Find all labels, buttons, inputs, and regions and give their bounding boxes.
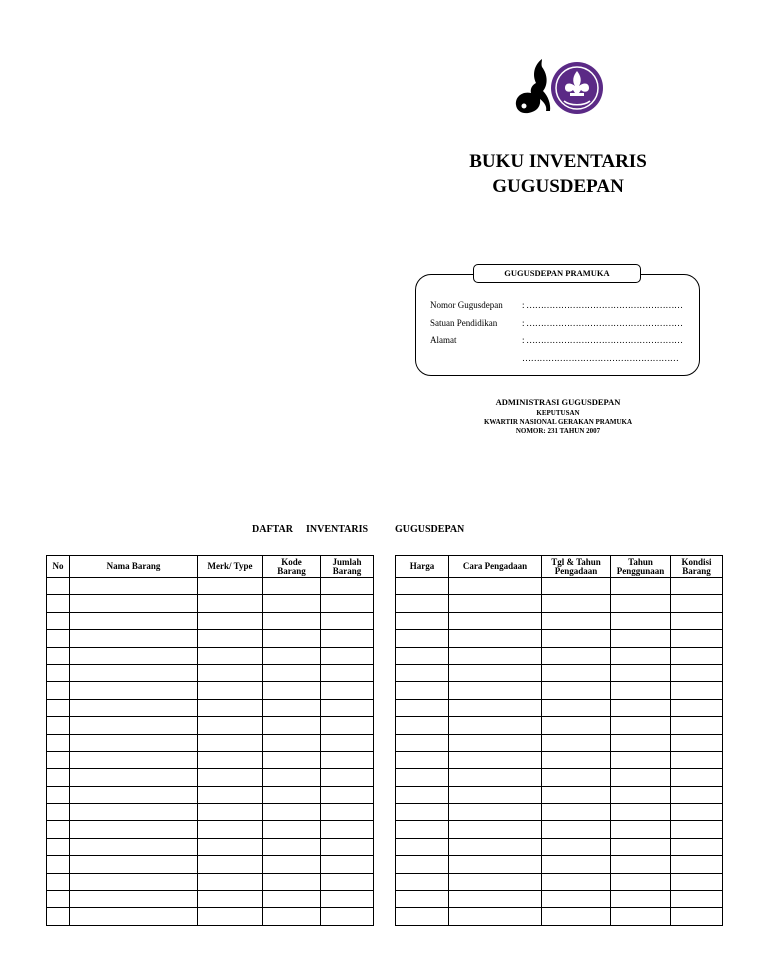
table-cell[interactable]: [47, 891, 70, 908]
table-cell[interactable]: [198, 578, 263, 595]
table-cell[interactable]: [70, 751, 198, 768]
table-cell[interactable]: [542, 630, 611, 647]
table-cell[interactable]: [321, 891, 374, 908]
table-cell[interactable]: [396, 873, 449, 890]
table-cell[interactable]: [449, 717, 542, 734]
table-cell[interactable]: [321, 873, 374, 890]
table-cell[interactable]: [198, 612, 263, 629]
table-row: [396, 682, 723, 699]
table-cell[interactable]: [542, 612, 611, 629]
table-cell[interactable]: [542, 821, 611, 838]
table-cell[interactable]: [198, 786, 263, 803]
table-cell[interactable]: [396, 734, 449, 751]
table-row: [47, 734, 374, 751]
table-cell[interactable]: [542, 717, 611, 734]
table-cell[interactable]: [263, 786, 321, 803]
table-cell[interactable]: [263, 595, 321, 612]
table-cell[interactable]: [70, 908, 198, 925]
table-cell[interactable]: [542, 856, 611, 873]
table-cell[interactable]: [542, 873, 611, 890]
table-row: [47, 717, 374, 734]
table-cell[interactable]: [263, 769, 321, 786]
table-cell[interactable]: [396, 647, 449, 664]
table-cell[interactable]: [396, 717, 449, 734]
table-cell[interactable]: [449, 630, 542, 647]
table-cell[interactable]: [449, 873, 542, 890]
table-cell[interactable]: [263, 578, 321, 595]
admin-line-1: ADMINISTRASI GUGUSDEPAN: [495, 397, 621, 407]
table-cell[interactable]: [449, 838, 542, 855]
table-cell[interactable]: [321, 838, 374, 855]
table-cell[interactable]: [70, 734, 198, 751]
table-cell[interactable]: [263, 804, 321, 821]
table-cell[interactable]: [396, 856, 449, 873]
table-row: [396, 734, 723, 751]
table-cell[interactable]: [396, 664, 449, 681]
table-cell[interactable]: [321, 717, 374, 734]
table-cell[interactable]: [70, 595, 198, 612]
table-cell[interactable]: [263, 612, 321, 629]
table-cell[interactable]: [198, 821, 263, 838]
table-row: [396, 838, 723, 855]
table-cell[interactable]: [47, 838, 70, 855]
table-row: [47, 682, 374, 699]
table-cell[interactable]: [611, 578, 671, 595]
table-row: [396, 647, 723, 664]
table-row: [396, 891, 723, 908]
table-cell[interactable]: [611, 647, 671, 664]
table-cell[interactable]: [70, 891, 198, 908]
table-cell[interactable]: [47, 578, 70, 595]
table-cell[interactable]: [47, 856, 70, 873]
table-row: [47, 821, 374, 838]
table-cell[interactable]: [396, 786, 449, 803]
table-row: [47, 595, 374, 612]
table-cell[interactable]: [611, 664, 671, 681]
table-cell[interactable]: [321, 595, 374, 612]
table-row: [396, 612, 723, 629]
document-title-line1: BUKU INVENTARIS: [469, 151, 647, 172]
table-cell[interactable]: [47, 751, 70, 768]
admin-line-2: KEPUTUSAN: [536, 409, 580, 417]
table-row: [396, 717, 723, 734]
table-cell[interactable]: [671, 682, 723, 699]
table-cell[interactable]: [321, 751, 374, 768]
table-cell[interactable]: [611, 891, 671, 908]
table-cell[interactable]: [263, 856, 321, 873]
table-cell[interactable]: [321, 682, 374, 699]
table-cell[interactable]: [671, 699, 723, 716]
table-cell[interactable]: [70, 717, 198, 734]
table-cell[interactable]: [198, 664, 263, 681]
admin-line-3: KWARTIR NASIONAL GERAKAN PRAMUKA: [483, 418, 633, 426]
table-cell[interactable]: [70, 664, 198, 681]
table-cell[interactable]: [70, 786, 198, 803]
table-row: [396, 856, 723, 873]
table-cell[interactable]: [542, 595, 611, 612]
table-cell[interactable]: [542, 734, 611, 751]
table-cell[interactable]: [321, 578, 374, 595]
table-row: [47, 769, 374, 786]
table-cell[interactable]: [396, 804, 449, 821]
table-cell[interactable]: [263, 717, 321, 734]
admin-line-4: NOMOR: 231 TAHUN 2007: [515, 427, 601, 435]
table-cell[interactable]: [671, 908, 723, 925]
table-row: [47, 751, 374, 768]
table-cell[interactable]: [70, 612, 198, 629]
table-cell[interactable]: [70, 769, 198, 786]
table-cell[interactable]: [542, 804, 611, 821]
table-cell[interactable]: [542, 699, 611, 716]
table-cell[interactable]: [396, 751, 449, 768]
table-cell[interactable]: [263, 838, 321, 855]
table-cell[interactable]: [70, 682, 198, 699]
table-cell[interactable]: [396, 595, 449, 612]
table-cell[interactable]: [263, 873, 321, 890]
table-cell[interactable]: [449, 856, 542, 873]
table-cell[interactable]: [611, 856, 671, 873]
table-cell[interactable]: [321, 769, 374, 786]
table-cell[interactable]: [321, 908, 374, 925]
table-cell[interactable]: [611, 717, 671, 734]
table-cell[interactable]: [671, 838, 723, 855]
table-row: [47, 908, 374, 925]
table-cell[interactable]: [611, 699, 671, 716]
table-row: [47, 804, 374, 821]
table-cell[interactable]: [70, 838, 198, 855]
table-cell[interactable]: [671, 891, 723, 908]
table-cell[interactable]: [47, 804, 70, 821]
field-value-nomor-gugusdepan: : ………………………………………………: [522, 300, 683, 310]
header-tahun-penggunaan: Tahun Penggunaan: [611, 556, 671, 578]
table-cell[interactable]: [47, 699, 70, 716]
table-cell[interactable]: [542, 838, 611, 855]
table-cell[interactable]: [396, 682, 449, 699]
table-cell[interactable]: [47, 769, 70, 786]
table-row: [47, 612, 374, 629]
table-cell[interactable]: [198, 717, 263, 734]
field-value-satuan-pendidikan: : ………………………………………………: [522, 318, 683, 328]
table-cell[interactable]: [611, 873, 671, 890]
table-cell[interactable]: [198, 682, 263, 699]
table-cell[interactable]: [321, 664, 374, 681]
header-kode-barang: Kode Barang: [263, 556, 321, 578]
table-cell[interactable]: [321, 821, 374, 838]
table-cell[interactable]: [449, 891, 542, 908]
table-cell[interactable]: [449, 786, 542, 803]
table-cell[interactable]: [47, 647, 70, 664]
table-cell[interactable]: [542, 769, 611, 786]
table-cell[interactable]: [449, 821, 542, 838]
table-cell[interactable]: [542, 786, 611, 803]
table-cell[interactable]: [542, 891, 611, 908]
table-row: [396, 578, 723, 595]
table-cell[interactable]: [198, 856, 263, 873]
table-row: [396, 908, 723, 925]
table-cell[interactable]: [198, 647, 263, 664]
table-cell[interactable]: [198, 630, 263, 647]
table-cell[interactable]: [671, 821, 723, 838]
table-cell[interactable]: [449, 699, 542, 716]
table-cell[interactable]: [671, 856, 723, 873]
table-cell[interactable]: [542, 751, 611, 768]
table-cell[interactable]: [70, 804, 198, 821]
table-cell[interactable]: [542, 682, 611, 699]
table-cell[interactable]: [321, 647, 374, 664]
field-label-nomor-gugusdepan: Nomor Gugusdepan: [430, 300, 503, 310]
header-kondisi-barang: Kondisi Barang: [671, 556, 723, 578]
table-cell[interactable]: [70, 856, 198, 873]
table-cell[interactable]: [263, 891, 321, 908]
table-row: [47, 786, 374, 803]
table-row: [396, 664, 723, 681]
table-cell[interactable]: [263, 821, 321, 838]
table-row: [396, 630, 723, 647]
header-merk-type: Merk/ Type: [198, 556, 263, 578]
table-cell[interactable]: [611, 908, 671, 925]
table-cell[interactable]: [671, 769, 723, 786]
table-header-row: [396, 556, 723, 578]
identity-box-header: GUGUSDEPAN PRAMUKA: [473, 264, 641, 283]
table-cell[interactable]: [449, 734, 542, 751]
table-header-row: [47, 556, 374, 578]
table-cell[interactable]: [321, 856, 374, 873]
table-cell[interactable]: [449, 612, 542, 629]
table-cell[interactable]: [198, 769, 263, 786]
table-cell[interactable]: [263, 664, 321, 681]
table-cell[interactable]: [671, 734, 723, 751]
table-cell[interactable]: [671, 786, 723, 803]
field-label-satuan-pendidikan: Satuan Pendidikan: [430, 318, 498, 328]
table-cell[interactable]: [70, 873, 198, 890]
table-row: [396, 873, 723, 890]
table-cell[interactable]: [542, 664, 611, 681]
table-row: [47, 664, 374, 681]
table-cell[interactable]: [396, 699, 449, 716]
table-cell[interactable]: [47, 734, 70, 751]
table-cell[interactable]: [671, 647, 723, 664]
table-cell[interactable]: [611, 769, 671, 786]
table-cell[interactable]: [321, 630, 374, 647]
table-cell[interactable]: [321, 699, 374, 716]
table-row: [47, 873, 374, 890]
table-cell[interactable]: [47, 595, 70, 612]
logos: [512, 55, 612, 117]
field-label-alamat: Alamat: [430, 335, 457, 345]
table-cell[interactable]: [542, 908, 611, 925]
table-cell[interactable]: [449, 908, 542, 925]
table-cell[interactable]: [396, 769, 449, 786]
table-cell[interactable]: [611, 804, 671, 821]
table-row: [47, 647, 374, 664]
table-row: [47, 856, 374, 873]
table-cell[interactable]: [198, 804, 263, 821]
table-cell[interactable]: [198, 908, 263, 925]
table-cell[interactable]: [449, 647, 542, 664]
header-no: No: [47, 556, 70, 578]
table-cell[interactable]: [611, 595, 671, 612]
table-row: [396, 786, 723, 803]
table-cell[interactable]: [198, 699, 263, 716]
table-cell[interactable]: [611, 734, 671, 751]
table-cell[interactable]: [671, 664, 723, 681]
table-cell[interactable]: [47, 717, 70, 734]
header-jumlah-barang: Jumlah Barang: [321, 556, 374, 578]
table-cell[interactable]: [396, 612, 449, 629]
table-cell[interactable]: [449, 578, 542, 595]
table-row: [47, 891, 374, 908]
world-scout-fleur-de-lis-icon: [551, 62, 603, 114]
table-cell[interactable]: [198, 734, 263, 751]
table-row: [396, 821, 723, 838]
table-cell[interactable]: [263, 908, 321, 925]
table-cell[interactable]: [611, 630, 671, 647]
table-cell[interactable]: [611, 751, 671, 768]
table-cell[interactable]: [198, 751, 263, 768]
table-row: [396, 769, 723, 786]
table-row: [47, 838, 374, 855]
table-cell[interactable]: [396, 838, 449, 855]
table-cell[interactable]: [321, 804, 374, 821]
table-cell[interactable]: [263, 699, 321, 716]
table-cell[interactable]: [70, 647, 198, 664]
table-cell[interactable]: [449, 664, 542, 681]
document-title-line2: GUGUSDEPAN: [492, 176, 624, 197]
table-row: [396, 595, 723, 612]
table-cell[interactable]: [47, 821, 70, 838]
table-cell[interactable]: [671, 578, 723, 595]
table-cell[interactable]: [671, 804, 723, 821]
table-cell[interactable]: [449, 595, 542, 612]
field-value-alamat-continued: ………………………………………………: [522, 353, 679, 363]
table-cell[interactable]: [542, 578, 611, 595]
table-cell[interactable]: [396, 630, 449, 647]
table-cell[interactable]: [321, 734, 374, 751]
table-cell[interactable]: [321, 612, 374, 629]
header-nama-barang: Nama Barang: [70, 556, 198, 578]
table-cell[interactable]: [611, 838, 671, 855]
tunas-kelapa-icon: [516, 59, 550, 113]
table-cell[interactable]: [671, 717, 723, 734]
table-row: [47, 578, 374, 595]
table-cell[interactable]: [542, 647, 611, 664]
table-cell[interactable]: [396, 908, 449, 925]
table-cell[interactable]: [611, 682, 671, 699]
inventory-table-right: [395, 555, 723, 926]
table-row: [47, 630, 374, 647]
table-cell[interactable]: [70, 699, 198, 716]
field-value-alamat: : ………………………………………………: [522, 335, 683, 345]
table-cell[interactable]: [611, 786, 671, 803]
table-cell[interactable]: [671, 873, 723, 890]
table-cell[interactable]: [321, 786, 374, 803]
table-cell[interactable]: [671, 595, 723, 612]
list-title-word-3: GUGUSDEPAN: [395, 524, 465, 535]
table-cell[interactable]: [449, 682, 542, 699]
table-cell[interactable]: [449, 769, 542, 786]
table-cell[interactable]: [47, 612, 70, 629]
table-cell[interactable]: [263, 751, 321, 768]
table-cell[interactable]: [198, 595, 263, 612]
header-cara-pengadaan: Cara Pengadaan: [449, 556, 542, 578]
table-cell[interactable]: [47, 873, 70, 890]
table-cell[interactable]: [198, 891, 263, 908]
table-cell[interactable]: [611, 612, 671, 629]
table-cell[interactable]: [263, 734, 321, 751]
table-cell[interactable]: [396, 578, 449, 595]
table-cell[interactable]: [396, 891, 449, 908]
table-cell[interactable]: [47, 682, 70, 699]
list-title-word-2: INVENTARIS: [306, 524, 369, 535]
table-cell[interactable]: [671, 751, 723, 768]
header-harga: Harga: [396, 556, 449, 578]
table-cell[interactable]: [47, 630, 70, 647]
table-cell[interactable]: [47, 664, 70, 681]
table-cell[interactable]: [671, 612, 723, 629]
table-cell[interactable]: [47, 908, 70, 925]
table-cell[interactable]: [70, 630, 198, 647]
table-cell[interactable]: [198, 838, 263, 855]
table-row: [396, 699, 723, 716]
table-cell[interactable]: [449, 804, 542, 821]
header-tgl-tahun-pengadaan: Tgl & Tahun Pengadaan: [542, 556, 611, 578]
table-row: [47, 699, 374, 716]
inventory-table-left: [46, 555, 374, 926]
table-cell[interactable]: [449, 751, 542, 768]
table-cell[interactable]: [70, 578, 198, 595]
table-cell[interactable]: [263, 647, 321, 664]
table-cell[interactable]: [198, 873, 263, 890]
table-cell[interactable]: [263, 630, 321, 647]
list-title-word-1: DAFTAR: [252, 524, 293, 535]
table-cell[interactable]: [611, 821, 671, 838]
table-cell[interactable]: [70, 821, 198, 838]
table-cell[interactable]: [47, 786, 70, 803]
table-row: [396, 751, 723, 768]
table-cell[interactable]: [396, 821, 449, 838]
table-cell[interactable]: [671, 630, 723, 647]
table-cell[interactable]: [263, 682, 321, 699]
table-row: [396, 804, 723, 821]
